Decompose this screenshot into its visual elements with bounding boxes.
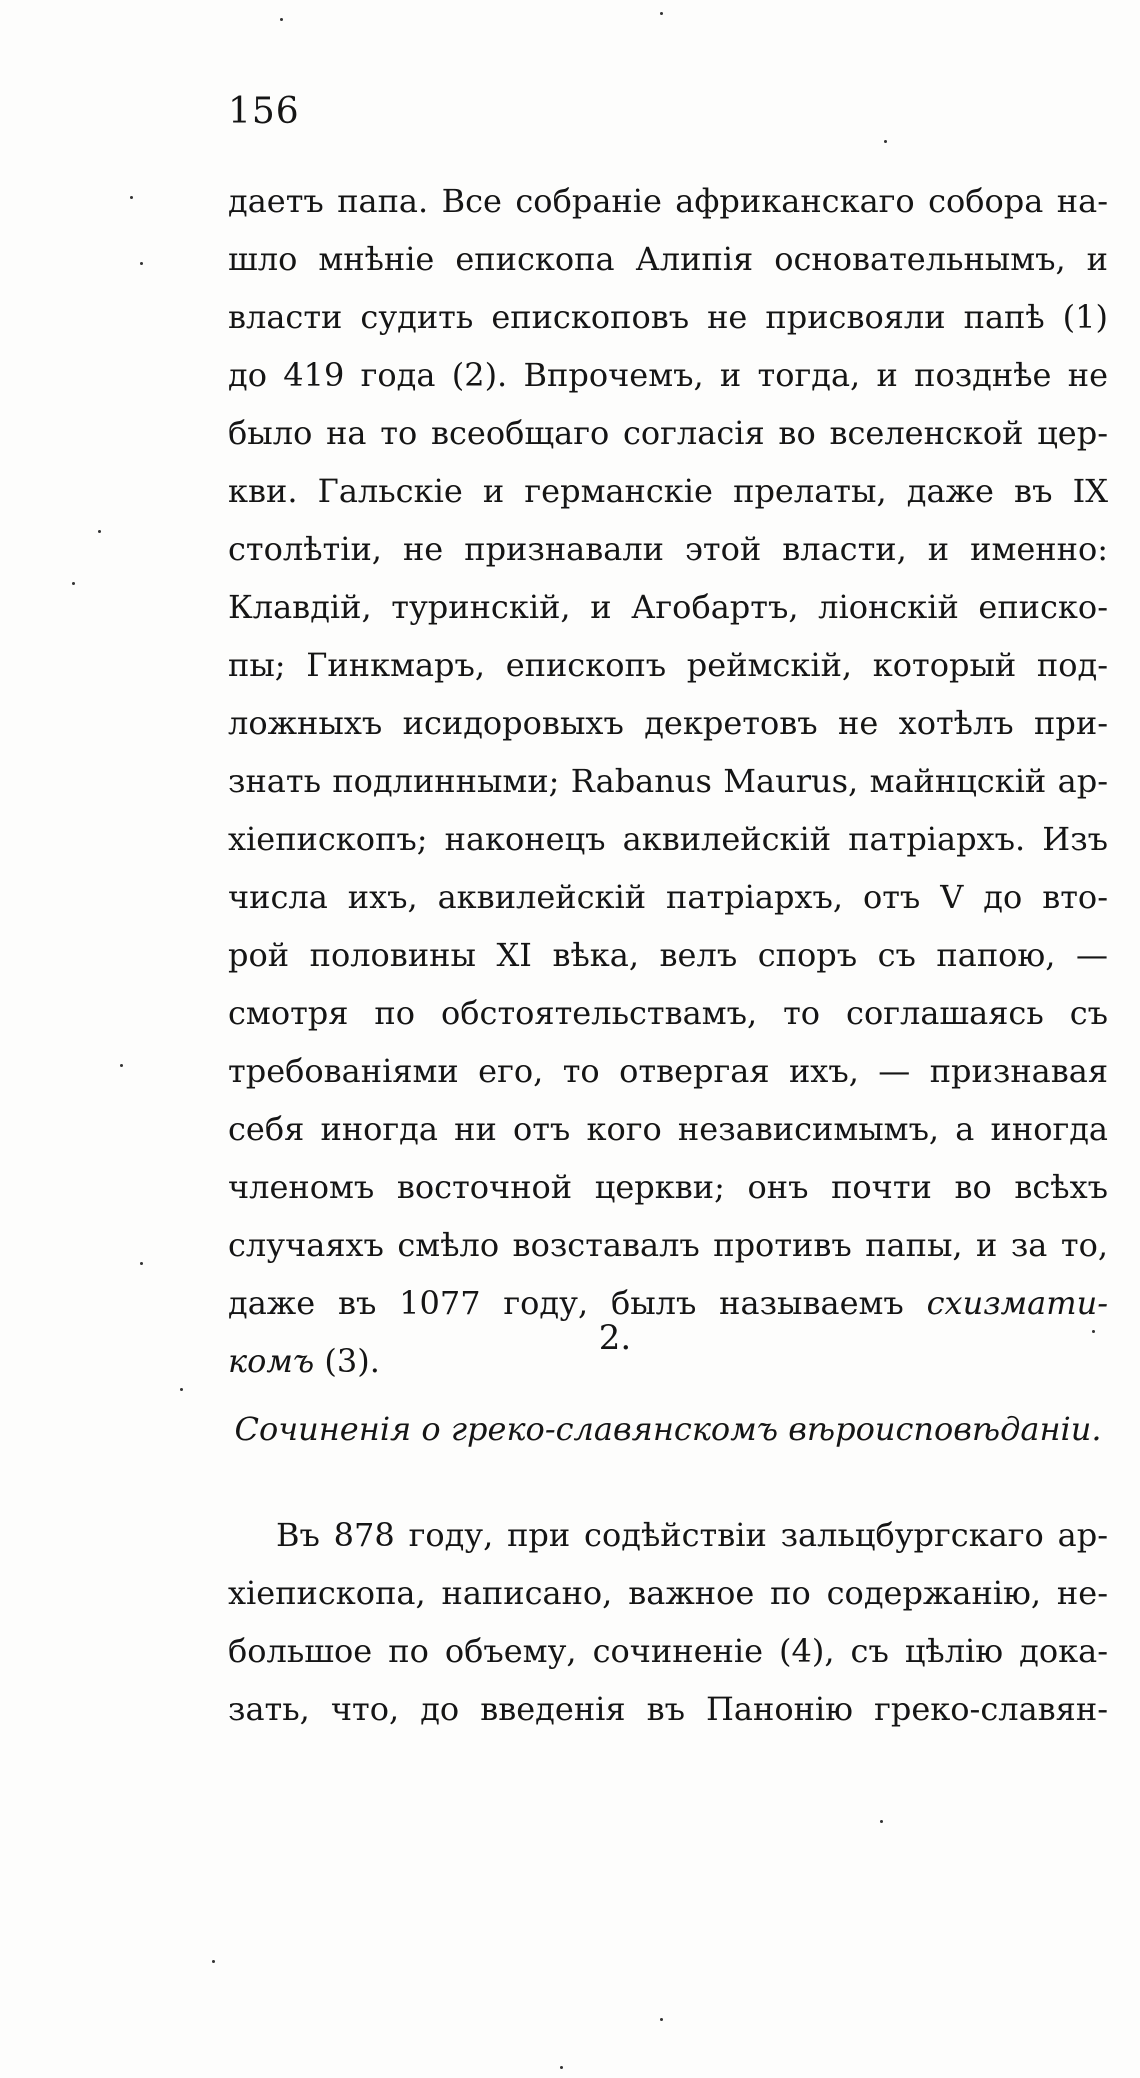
scan-speck xyxy=(1092,1330,1095,1333)
scan-speck xyxy=(140,262,143,265)
text-line: шло мнѣніе епископа Алипія основательнымъ, и xyxy=(228,240,1108,278)
scan-speck xyxy=(280,18,283,21)
scan-speck xyxy=(212,1960,215,1963)
text-line: членомъ восточной церкви; онъ почти во всѣхъ xyxy=(228,1168,1108,1206)
text-line: даетъ папа. Все собраніе африканскаго собора на- xyxy=(228,182,1108,220)
text-line: столѣтіи, не признавали этой власти, и именно: xyxy=(228,530,1108,568)
text-line: знать подлинными; Rabanus Maurus, майнцскій ар- xyxy=(228,762,1108,800)
paragraph-2 xyxy=(228,1506,1108,1738)
scan-speck xyxy=(560,2066,563,2069)
scan-speck xyxy=(880,1820,883,1823)
scan-speck xyxy=(180,1388,183,1391)
scan-speck xyxy=(72,582,75,585)
text-line: хіепископа, написано, важное по содержанію, не- xyxy=(228,1574,1108,1612)
text-line-start: даже въ 1077 году, былъ называемъ xyxy=(228,1284,904,1322)
paragraph-1 xyxy=(228,172,1108,1390)
text-line: рой половины XI вѣка, велъ споръ съ папою, — xyxy=(228,936,1108,974)
text-line: хіепископъ; наконецъ аквилейскій патріархъ. Изъ xyxy=(228,820,1108,858)
scan-speck xyxy=(140,1262,143,1265)
scan-speck xyxy=(884,140,887,143)
text-line: пы; Гинкмаръ, епископъ реймскій, который под- xyxy=(228,646,1108,684)
scan-speck xyxy=(130,196,133,199)
text-line: кви. Гальскіе и германскіе прелаты, даже въ IX xyxy=(228,472,1108,510)
text-line: Клавдій, туринскій, и Агобартъ, ліонскій еписко- xyxy=(228,588,1108,626)
scan-speck xyxy=(660,2018,663,2021)
text-line: большое по объему, сочиненіе (4), съ цѣлію дока- xyxy=(228,1632,1108,1670)
text-line: требованіями его, то отвергая ихъ, — признавая xyxy=(228,1052,1108,1090)
text-line: Въ 878 году, при содѣйствіи зальцбургскаго ар- xyxy=(276,1516,1108,1554)
text-line: зать, что, до введенія въ Панонію греко-славян- xyxy=(228,1690,1108,1728)
scan-speck xyxy=(120,1064,123,1067)
section-heading: Сочиненія о греко-славянскомъ вѣроисповѣданіи. xyxy=(234,1410,1102,1448)
text-line: власти судить епископовъ не присвояли папѣ (1) xyxy=(228,298,1108,336)
text-line: числа ихъ, аквилейскій патріархъ, отъ V до вто- xyxy=(228,878,1108,916)
text-line: ложныхъ исидоровыхъ декретовъ не хотѣлъ при- xyxy=(228,704,1108,742)
scan-speck xyxy=(660,12,663,15)
text-line: смотря по обстоятельствамъ, то соглашаясь съ xyxy=(228,994,1108,1032)
italic-word: схизмати- xyxy=(926,1284,1108,1322)
page-number: 156 xyxy=(228,91,300,132)
section-number: 2. xyxy=(598,1318,632,1358)
italic-word-end: комъ xyxy=(228,1342,315,1380)
text-line: себя иногда ни отъ кого независимымъ, а иногда xyxy=(228,1110,1108,1148)
text-line: было на то всеобщаго согласія во вселенской цер- xyxy=(228,414,1108,452)
text-line: случаяхъ смѣло возставалъ противъ папы, и за то, xyxy=(228,1226,1108,1264)
footnote-reference: (3). xyxy=(324,1342,380,1380)
text-line: до 419 года (2). Впрочемъ, и тогда, и позднѣе не xyxy=(228,356,1108,394)
scan-speck xyxy=(98,530,101,533)
